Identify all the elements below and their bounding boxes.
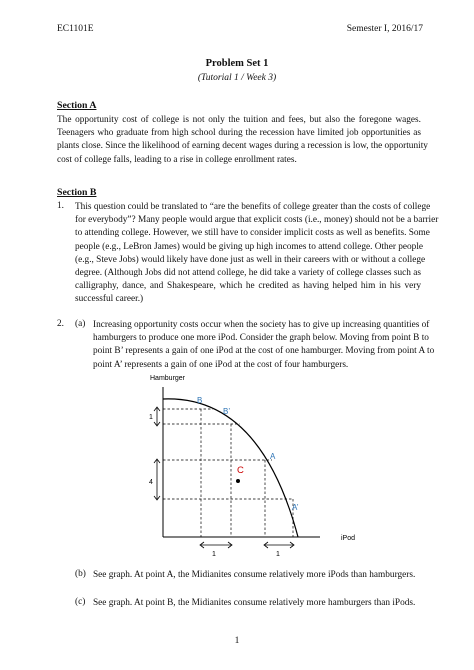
dashed-guides (163, 409, 293, 537)
q1-line: people (e.g., LeBron James) would be giving up high incomes to attend college. Other people (75, 241, 424, 252)
q1-line: successful career.) (75, 294, 144, 305)
part-b-answer: See graph. At point A, the Midianites consume relatively more iPods than hamburgers. (93, 570, 416, 580)
point-b-label: B (197, 396, 203, 405)
section-a-line: plants close. Since the likelihood of earning decent wages during a recession is low, the opportunity (57, 141, 428, 152)
question-2-number: 2. (57, 319, 64, 329)
part-c-answer: See graph. At point B, the Midianites consume relatively more hamburgers than iPods. (93, 598, 416, 608)
part-b-label: (b) (75, 569, 86, 579)
section-a-line: The opportunity cost of college is not only the tuition and fees, but also the foregone wages. (57, 115, 421, 125)
y-bracket-mid-label: 4 (149, 479, 153, 486)
x-bracket-right-label: 1 (276, 551, 280, 558)
course-code: EC1101E (57, 24, 94, 34)
section-a-heading: Section A (57, 100, 97, 111)
section-b-heading: Section B (57, 187, 97, 198)
x-axis-label: iPod (341, 535, 356, 542)
y-bracket-mid (154, 459, 160, 500)
page-subtitle: (Tutorial 1 / Week 3) (197, 73, 277, 83)
point-b-prime-label: B’ (223, 407, 231, 416)
point-a-prime-label: A’ (292, 503, 299, 512)
part-c-label: (c) (75, 597, 86, 607)
q1-line: to attending college. However, we still have to consider implicit costs as well as benefits. Some (75, 228, 430, 239)
section-a-line: cost of college falls, leading to a rise in college enrollment rates. (57, 154, 297, 165)
page-title: Problem Set 1 (205, 58, 269, 69)
x-bracket-left-label: 1 (212, 551, 216, 558)
part-a-label: (a) (75, 319, 86, 329)
ppf-curve (163, 399, 298, 537)
q1-line: degree. (Although Jobs did not attend college, he did take a variety of college classes such as (75, 268, 421, 279)
y-axis-label: Hamburger (150, 375, 186, 382)
part-a-line: point B’ represents a gain of one iPod at the cost of one hamburger. Moving from point A to (93, 346, 435, 357)
q1-line: for everybody”? Many people would argue that explicit costs (i.e., money) should not be a barrier (75, 215, 439, 226)
semester-label: Semester I, 2016/17 (346, 24, 423, 34)
x-bracket-left (200, 542, 232, 548)
point-c-label: C (237, 465, 244, 476)
part-a-line: point A’ represents a gain of one iPod at the cost of four hamburgers. (93, 359, 349, 370)
q1-line: calligraphy, dance, and Shakespeare, which he credited as having helped him in his very (75, 281, 421, 292)
part-a-line: hamburgers to produce one more iPod. Consider the graph below. Moving from point B to (93, 333, 429, 344)
q1-line: (e.g., Steve Jobs) would likely have done just as well in their careers with or without a college (75, 254, 426, 265)
page-number: 1 (234, 636, 240, 646)
point-c-marker (236, 479, 240, 483)
x-bracket-right (264, 542, 294, 548)
point-a-label: A (270, 452, 276, 461)
y-bracket-top-label: 1 (149, 414, 153, 421)
q1-line: This question could be translated to “are the benefits of college greater than the costs of college (75, 202, 431, 212)
section-a-line: Teenagers who graduate from high school during the recession have limited job opportunities as (57, 128, 421, 139)
question-1-number: 1. (57, 201, 64, 211)
part-a-line: Increasing opportunity costs occur when the society has to give up increasing quantities of (93, 320, 430, 330)
y-bracket-top (154, 407, 160, 426)
